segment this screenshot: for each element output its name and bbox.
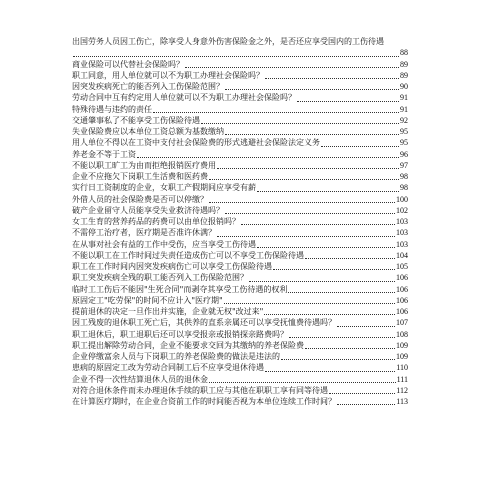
toc-entry (72, 227, 408, 238)
toc-dot-leader (209, 179, 399, 180)
toc-dot-leader (209, 382, 396, 383)
toc-entry-page: 108 (396, 329, 408, 339)
toc-dot-leader (305, 258, 395, 259)
toc-entry (72, 239, 408, 250)
toc-dot-leader (329, 393, 395, 394)
toc-entry-title: 女工生育的营养药品的药费可以由单位报销吗？ (72, 217, 240, 226)
toc-entry-title: 职工同意，用人单位就可以不为职工办理社会保险吗？ (72, 70, 264, 80)
toc-entry-title: 不需停工治疗者，医疗期是否准许休满？ (72, 228, 216, 238)
toc-entry-title: 用人单位不得以在工资中支付社会保险费的形式逃避社会保险法定义务 (72, 138, 320, 148)
toc-entry (72, 385, 408, 396)
toc-entry-page: 102 (396, 205, 408, 215)
toc-entry-page: 113 (396, 397, 408, 406)
toc-entry (72, 374, 408, 385)
toc-entry (72, 115, 408, 126)
toc-entry-page: 90 (400, 82, 408, 91)
toc-dot-leader (73, 56, 399, 57)
toc-dot-leader (305, 348, 395, 349)
toc-dot-leader (225, 213, 395, 214)
toc-entry-page: 98 (400, 183, 408, 193)
toc-entry (72, 396, 408, 407)
toc-entry-title: 在从事对社会有益的工作中受伤，应当享受工伤待遇 (72, 239, 256, 249)
toc-entry (72, 284, 408, 295)
toc-entry-page: 92 (400, 115, 408, 125)
toc-entry-title: 患病的原固定工改为劳动合同制工后不应享受退休待遇 (72, 363, 264, 373)
toc-dot-leader (217, 236, 395, 237)
toc-entry (72, 126, 408, 137)
toc-entry-page: 97 (400, 160, 408, 170)
toc-dot-leader (297, 101, 399, 102)
toc-entry (72, 194, 408, 205)
toc-dot-leader (225, 134, 399, 135)
toc-entry (72, 216, 408, 227)
toc-dot-leader (273, 269, 395, 270)
toc-entry-page: 91 (400, 93, 408, 103)
toc-entry (72, 329, 408, 340)
toc-entry-page: 91 (400, 104, 408, 114)
toc-entry-first (72, 36, 408, 59)
toc-entry-page: 104 (396, 250, 408, 260)
toc-entry-title: 原固定工"吃劳保"的时间不应计入"医疗期" (72, 295, 223, 305)
toc-entry-title: 职工突发疾病全残的职工能否列入工伤保险范围？ (72, 273, 248, 283)
toc-entry-title: 职工退休后，职工退职后还可以享受报亲或报销探亲路费吗？ (72, 329, 288, 339)
toc-dot-leader (224, 303, 395, 304)
toc-entry (72, 362, 408, 373)
toc-entry-page: 105 (396, 262, 408, 271)
toc-dot-leader (289, 337, 395, 338)
toc-entry-title: 职工在工作时间内因突发疾病伤亡可以享受工伤保险待遇 (72, 262, 272, 271)
toc-entry-title: 外借人员的社会保险费是否可以停缴？ (72, 194, 208, 204)
toc-entry-title: 不能以职工旷工为由而拒绝报销医疗费用 (72, 160, 216, 170)
toc-entry (72, 104, 408, 115)
toc-entry (72, 92, 408, 103)
toc-entry-page: 98 (400, 172, 408, 181)
toc-entry-page: 100 (396, 194, 408, 204)
toc-entry-title: 实行日工资制度的企业，女职工产假期间应享受有薪 (72, 183, 256, 193)
toc-entry-title: 在计算医疗期时，在企业合资前工作的时间能否视为本单位连续工作时间？ (72, 397, 336, 406)
toc-entry-page: 89 (400, 70, 408, 80)
toc-entry-page: 103 (396, 228, 408, 238)
toc-entry (72, 205, 408, 216)
toc-entry (72, 306, 408, 317)
toc-entry (72, 272, 408, 283)
toc-entry-title: 临时工工伤后不能因"生死合同"而剥夺其享受工伤待遇的权利 (72, 284, 288, 294)
toc-entry-title: 交通肇事私了不能享受工伤保险待遇 (72, 115, 200, 125)
toc-dot-leader (153, 112, 399, 113)
toc-entry-page: 103 (396, 239, 408, 249)
toc-dot-leader (137, 157, 399, 158)
toc-entry (72, 149, 408, 160)
toc-dot-leader (185, 67, 399, 68)
toc-entry-page: 107 (396, 318, 408, 328)
toc-entry (72, 59, 408, 70)
toc-entry-title: 失业保险费应以本单位工资总额为基数缴纳 (72, 127, 224, 136)
toc-dot-leader (257, 247, 395, 248)
toc-entry-title: 企业不应拖欠下岗职工生活费和医药费 (72, 172, 208, 181)
toc-entry (72, 137, 408, 148)
toc-entry-page: 89 (400, 59, 408, 69)
toc-entry-title: 特殊待遇与违约的责任 (72, 104, 152, 114)
toc-entry-title: 不能以职工在工作时间过失责任造成伤亡可以不享受工伤保险待遇 (72, 250, 304, 260)
toc-dot-leader (217, 168, 399, 169)
toc-entry-title: 提前退休的决定一旦作出并实施，企业就无权"改过来" (72, 307, 264, 316)
toc-entry (72, 250, 408, 261)
toc-dot-leader (257, 191, 399, 192)
toc-dot-leader (265, 371, 395, 372)
toc-entry-page: 106 (396, 284, 408, 294)
toc-entry-page: 106 (396, 295, 408, 305)
toc-entry-title: 养老金不等于工资 (72, 149, 136, 159)
toc-entry-page: 111 (396, 374, 408, 384)
toc-entry-title: 商业保险可以代替社会保险吗？ (72, 59, 184, 69)
toc-entry (72, 70, 408, 81)
toc-entry-title: 出国劳务人员因工伤亡，除享受人身意外伤害保险金之外，是否还应享受国内的工伤待遇 (72, 37, 384, 46)
toc-entry-page: 106 (396, 273, 408, 283)
toc-entry-page: 109 (396, 352, 408, 361)
toc-dot-leader (264, 314, 395, 315)
toc-dot-leader (337, 404, 395, 405)
toc-dot-leader (241, 224, 395, 225)
toc-entry-title: 企业不得一次性结算退休人员的退休金 (72, 374, 208, 384)
toc-entry (72, 81, 408, 92)
toc-entry-title: 企业停缴富余人员与下岗职工的养老保险费的做法是违法的 (72, 352, 280, 361)
toc-entry-page: 112 (396, 385, 408, 395)
toc-entry-page: 103 (396, 217, 408, 226)
toc-entry (72, 317, 408, 328)
toc-dot-leader (201, 123, 399, 124)
toc-entry-page: 106 (396, 307, 408, 316)
toc-entry-title: 因工残废的退休职工死亡后，其供养的直系亲属还可以享受抚恤费待遇吗？ (72, 318, 336, 328)
toc-entry (72, 182, 408, 193)
toc-entry-page: 88 (400, 48, 408, 58)
toc-dot-leader (321, 146, 399, 147)
toc-entry (72, 295, 408, 306)
toc-dot-leader (225, 89, 399, 90)
toc-dot-leader (281, 359, 395, 360)
toc-entry-title: 因突发疾病死亡的能否列入工伤保险范围？ (72, 82, 224, 91)
toc-entry (72, 171, 408, 182)
toc-entry-title: 对符合退休条件而未办理退休手续的职工应与其他在职职工享有同等待遇 (72, 385, 328, 395)
toc-dot-leader (209, 202, 395, 203)
toc-entry (72, 160, 408, 171)
toc-entry-page: 109 (396, 340, 408, 350)
toc-dot-leader (265, 78, 399, 79)
toc-dot-leader (288, 292, 395, 293)
toc-entry-title: 劳动合同中互有约定用人单位就可以不为职工办理社会保险吗？ (72, 93, 296, 103)
toc-entry-title: 破产企业留守人员能享受失业救济待遇吗？ (72, 205, 224, 215)
table-of-contents (72, 36, 408, 407)
toc-entry-page: 110 (396, 363, 408, 373)
toc-dot-leader (337, 326, 395, 327)
toc-dot-leader (249, 281, 395, 282)
toc-entry (72, 340, 408, 351)
toc-entry-page: 96 (400, 149, 408, 159)
toc-entry-page: 95 (400, 138, 408, 148)
toc-entry-page: 95 (400, 127, 408, 136)
toc-entry-title: 职工提出解除劳动合同，企业不能要求交回为其缴纳的养老保险费 (72, 340, 304, 350)
toc-entry (72, 261, 408, 272)
toc-entry (72, 351, 408, 362)
